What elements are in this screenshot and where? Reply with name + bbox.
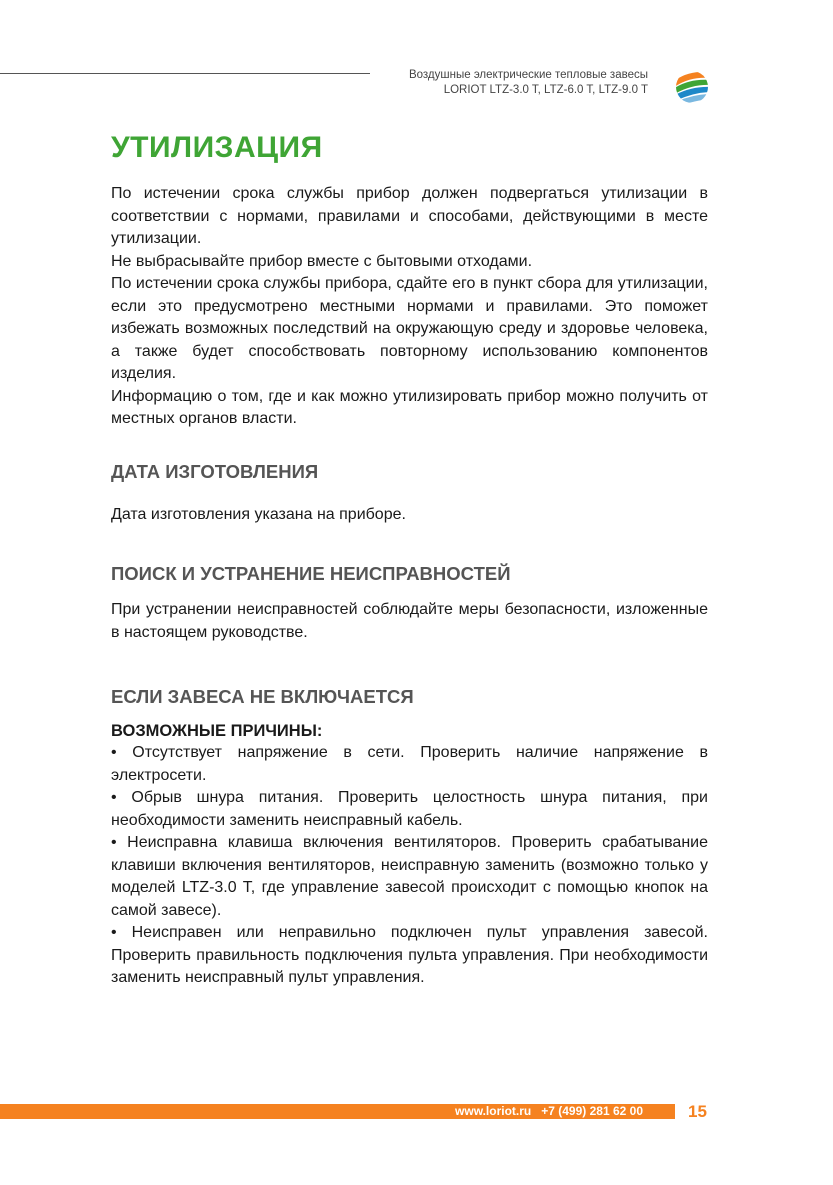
not-turning-on-heading: ЕСЛИ ЗАВЕСА НЕ ВКЛЮЧАЕТСЯ (111, 686, 414, 707)
possible-causes-title: ВОЗМОЖНЫЕ ПРИЧИНЫ: (111, 722, 323, 740)
footer-website-link[interactable]: www.loriot.ru (455, 1104, 532, 1118)
cause-item: • Отсутствует напряжение в сети. Проверить наличие напряжение в электросети. (111, 744, 708, 784)
disposal-paragraph: Не выбрасывайте прибор вместе с бытовыми отходами. (111, 252, 533, 270)
header-rule (0, 73, 370, 74)
document-header (409, 68, 648, 98)
header-models: LORIOT LTZ-3.0 T, LTZ-6.0 T, LTZ-9.0 T (443, 84, 648, 96)
troubleshooting-text: При устранении неисправностей соблюдайте меры безопасности, изложенные в настоящем руководстве. (111, 601, 708, 641)
page-title: УТИЛИЗАЦИЯ (111, 131, 323, 164)
disposal-paragraph: По истечении срока службы прибор должен подвергаться утилизации в соответствии с нормами, правилами и способами, действующими в месте утилизации. (111, 185, 708, 247)
loriot-logo-icon (675, 70, 709, 104)
page-number: 15 (688, 1102, 707, 1121)
footer-contacts (445, 1104, 643, 1119)
cause-item: • Обрыв шнура питания. Проверить целостность шнура питания, при необходимости заменить неисправный кабель. (111, 789, 708, 829)
disposal-paragraph: Информацию о том, где и как можно утилизировать прибор можно получить от местных органов власти. (111, 387, 708, 427)
cause-item: • Неисправна клавиша включения вентиляторов. Проверить срабатывание клавиши включения вентиляторов, неисправную заменить (возможно только у моделей LTZ-3.0 T, где управление завесой происходит с помощью кнопок на самой завесе). (111, 834, 708, 919)
header-product-type: Воздушные электрические тепловые завесы (408, 69, 648, 81)
possible-causes (111, 722, 708, 990)
cause-item: • Неисправен или неправильно подключен пульт управления завесой. Проверить правильность подключения пульта управления. При необходимости заменить неисправный пульт управления. (111, 924, 708, 986)
footer-phone: +7 (499) 281 62 00 (541, 1104, 643, 1118)
troubleshooting-heading: ПОИСК И УСТРАНЕНИЕ НЕИСПРАВНОСТЕЙ (111, 563, 511, 584)
disposal-text (111, 183, 708, 431)
manufacture-date-heading: ДАТА ИЗГОТОВЛЕНИЯ (111, 461, 319, 482)
disposal-paragraph: По истечении срока службы прибора, сдайте его в пункт сбора для утилизации, если это предусмотрено местными нормами и правилами. Это поможет избежать возможных последствий на окружающую среду и здоровье человека, а также будет способствовать повторному использованию компонентов изделия. (111, 275, 708, 382)
manufacture-date-text: Дата изготовления указана на приборе. (111, 506, 406, 523)
